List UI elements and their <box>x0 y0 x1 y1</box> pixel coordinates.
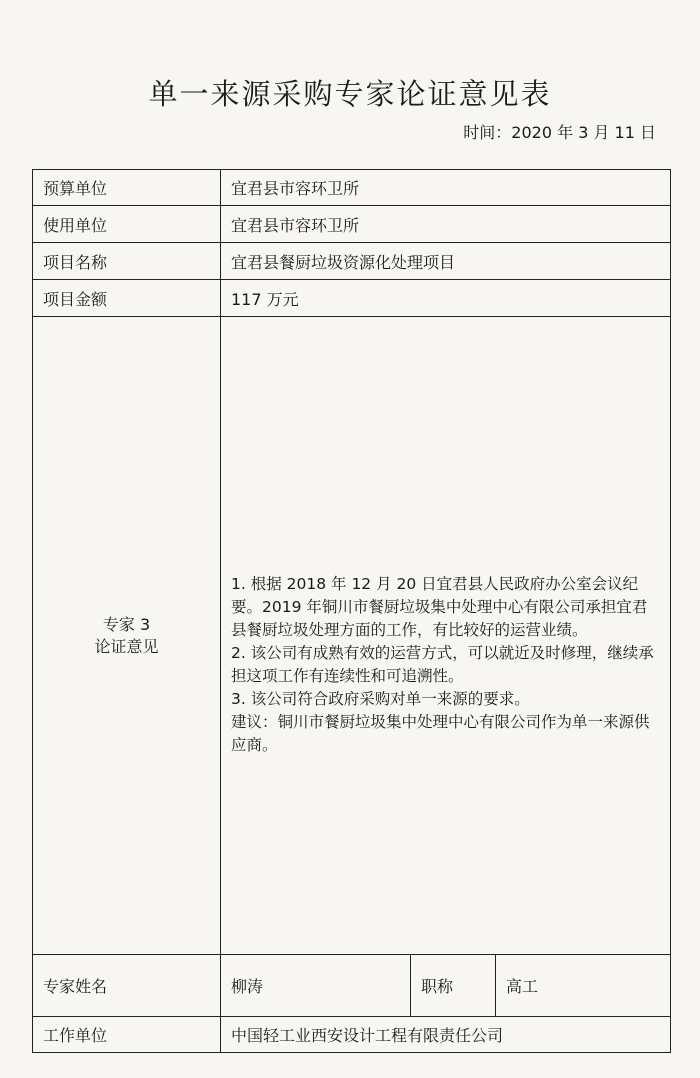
opinion-body <box>221 317 671 955</box>
budget-unit-value: 宜君县市容环卫所 <box>221 170 671 206</box>
expert-title-value: 高工 <box>496 955 671 1017</box>
user-unit-value: 宜君县市容环卫所 <box>221 206 671 243</box>
opinion-caption: 论证意见 <box>94 636 159 656</box>
opinion-label <box>33 317 221 955</box>
form-date: 时间：2020 年 3 月 11 日 <box>463 123 656 142</box>
opinion-paragraph-1: 1. 根据 2018 年 12 月 20 日宜君县人民政府办公室会议纪要。2019 年铜川市餐厨垃圾集中处理中心有限公司承担宜君县餐厨垃圾处理方面的工作，有比较好的运营业绩。 <box>231 574 648 639</box>
work-unit-label: 工作单位 <box>33 1017 221 1053</box>
form-title: 单一来源采购专家论证意见表 <box>148 77 552 111</box>
project-name-value: 宜君县餐厨垃圾资源化处理项目 <box>221 243 671 280</box>
project-name-label: 项目名称 <box>33 243 221 280</box>
user-unit-label: 使用单位 <box>33 206 221 243</box>
opinion-form-table <box>32 169 671 1053</box>
expert-number: 专家 3 <box>102 614 151 634</box>
budget-unit-label: 预算单位 <box>33 170 221 206</box>
expert-title-label: 职称 <box>411 955 496 1017</box>
opinion-paragraph-3: 3. 该公司符合政府采购对单一来源的要求。 <box>231 689 530 708</box>
expert-name-value: 柳涛 <box>221 955 411 1017</box>
opinion-suggestion: 建议：铜川市餐厨垃圾集中处理中心有限公司作为单一来源供应商。 <box>231 712 650 754</box>
work-unit-value: 中国轻工业西安设计工程有限责任公司 <box>221 1017 671 1053</box>
project-amount-label: 项目金额 <box>33 280 221 317</box>
opinion-paragraph-2: 2. 该公司有成熟有效的运营方式，可以就近及时修理，继续承担这项工作有连续性和可追溯性。 <box>231 643 654 685</box>
expert-name-label: 专家姓名 <box>33 955 221 1017</box>
project-amount-value: 117 万元 <box>221 280 671 317</box>
